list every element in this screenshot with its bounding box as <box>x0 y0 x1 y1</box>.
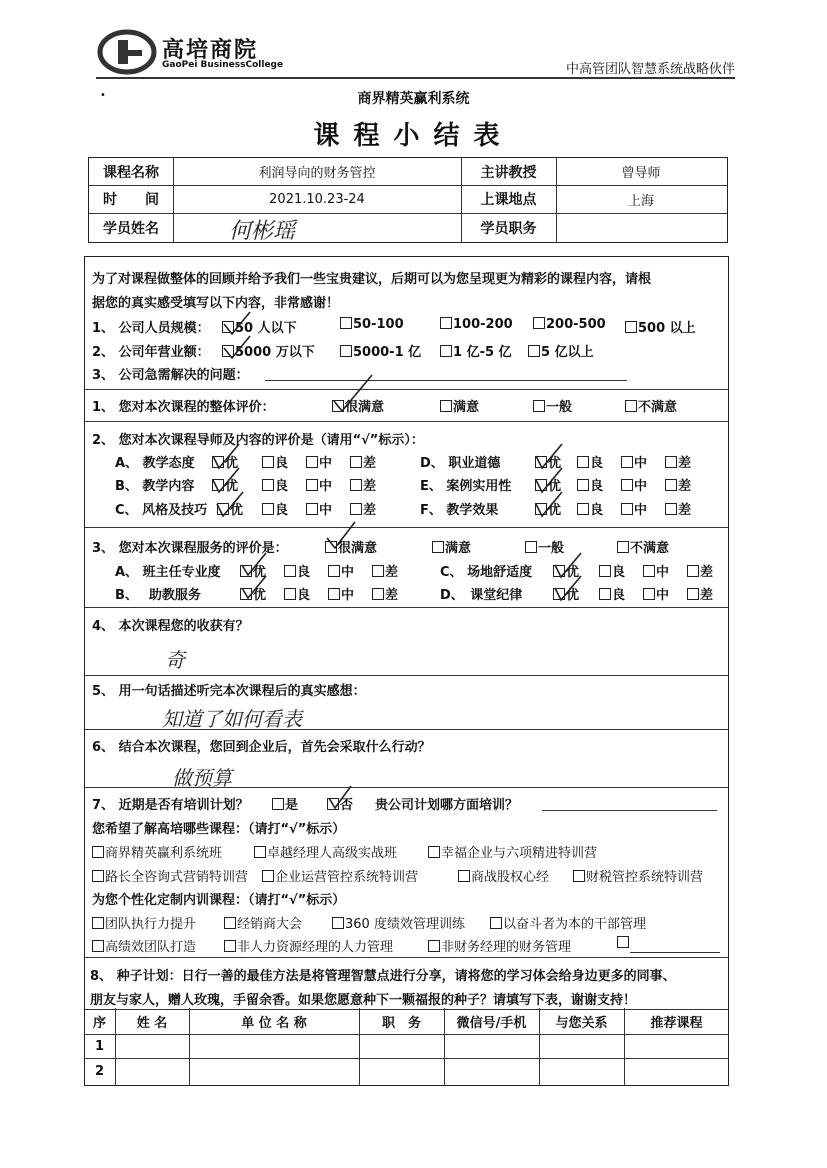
ref-row-1-no: 1 <box>94 1038 105 1054</box>
grade-b-fair[interactable]: 中 <box>306 475 332 494</box>
instructor-item-d: D、 职业道德 <box>420 456 501 471</box>
q7-plan-label: 贵公司计划哪方面培训？ <box>375 798 519 813</box>
q5-answer[interactable]: 知道了如何看表 <box>162 707 302 731</box>
q7-no[interactable]: 否 <box>327 794 353 813</box>
q7-label: 7、 近期是否有培训计划？ <box>92 798 249 813</box>
q1-option-2[interactable]: 50-100 <box>340 317 404 332</box>
grade-f-good[interactable]: 良 <box>577 499 603 518</box>
lecturer-label: 主讲教授 <box>480 164 537 181</box>
doc-title: 课程小结表 <box>313 121 514 151</box>
gaopei-logo-icon <box>98 30 156 74</box>
grade-c-poor[interactable]: 差 <box>350 499 376 518</box>
course-name-value: 利润导向的财务管控 <box>258 166 376 181</box>
q2-option-3[interactable]: 1 亿-5 亿 <box>440 341 512 360</box>
custom-option[interactable]: 360 度绩效管理训练 <box>332 913 465 932</box>
checkbox[interactable] <box>528 345 540 357</box>
q1-option-1[interactable]: 50 人以下 <box>222 317 297 336</box>
intro-line-1: 为了对课程做整体的回顾并给予我们一些宝贵建议，后期可以为您呈现更为精彩的课程内容，请根 <box>92 272 652 287</box>
service-d-poor[interactable]: 差 <box>687 584 713 603</box>
course-option[interactable]: 企业运营管控系统特训营 <box>262 866 418 885</box>
checkbox[interactable] <box>625 400 637 412</box>
position-value[interactable] <box>556 213 726 242</box>
grade-c-fair[interactable]: 中 <box>306 499 332 518</box>
grade-e-excellent[interactable]: 优 <box>535 475 561 494</box>
ref-header-relation: 与您关系 <box>555 1015 608 1031</box>
q2-label: 2、 公司年营业额： <box>92 345 210 360</box>
custom-option[interactable]: 高绩效团队打造 <box>92 936 196 955</box>
grade-c-good[interactable]: 良 <box>262 499 288 518</box>
q4-answer[interactable]: 奇 <box>165 648 185 672</box>
instructor-item-b: B、 教学内容 <box>115 479 195 494</box>
header-divider <box>96 77 735 79</box>
course-name-label: 课程名称 <box>103 164 159 181</box>
student-name-handwritten[interactable]: 何彬瑶 <box>229 219 296 244</box>
checkbox[interactable] <box>440 345 452 357</box>
grade-a-fair[interactable]: 中 <box>306 452 332 471</box>
checkbox[interactable] <box>533 317 545 329</box>
check-mark-icon <box>534 490 564 518</box>
grade-d-good[interactable]: 良 <box>577 452 603 471</box>
location-label: 上课地点 <box>480 192 537 208</box>
position-label: 学员职务 <box>480 220 537 237</box>
info-table <box>88 157 728 243</box>
grade-d-fair[interactable]: 中 <box>621 452 647 471</box>
check-mark-icon <box>215 490 245 518</box>
custom-option[interactable]: 非财务经理的财务管理 <box>428 936 571 955</box>
custom-option[interactable]: 团队执行力提升 <box>92 913 196 932</box>
course-option[interactable]: 幸福企业与六项精进特训营 <box>428 842 597 861</box>
grade-e-fair[interactable]: 中 <box>621 475 647 494</box>
course-option[interactable]: 路长全咨询式营销特训营 <box>92 866 248 885</box>
checkbox[interactable] <box>533 400 545 412</box>
service-b-fair[interactable]: 中 <box>328 584 354 603</box>
check-mark-icon <box>553 574 583 602</box>
check-mark-icon <box>327 784 353 810</box>
grade-b-excellent[interactable]: 优 <box>212 475 238 494</box>
grade-f-fair[interactable]: 中 <box>621 499 647 518</box>
service-b-poor[interactable]: 差 <box>372 584 398 603</box>
doc-subtitle: 商界精英赢利系统 <box>357 91 470 107</box>
service-a-fair[interactable]: 中 <box>328 561 354 580</box>
q3-label: 3、 公司急需解决的问题： <box>92 368 249 383</box>
referral-table <box>84 1008 729 1086</box>
time-label: 时 间 <box>103 192 159 208</box>
ref-header-no: 序 <box>92 1015 106 1031</box>
check-mark-icon <box>240 574 268 600</box>
checkbox[interactable] <box>440 400 452 412</box>
grade-f-poor[interactable]: 差 <box>665 499 691 518</box>
course-option[interactable]: 财税管控系统特训营 <box>573 866 703 885</box>
service-option-4[interactable]: 不满意 <box>617 537 669 556</box>
q5-label: 5、 用一句话描述听完本次课程后的真实感想： <box>92 684 366 699</box>
overall-option-3[interactable]: 一般 <box>533 396 572 415</box>
service-c-fair[interactable]: 中 <box>643 561 669 580</box>
grade-a-good[interactable]: 良 <box>262 452 288 471</box>
q8-line-2: 朋友与家人，赠人玫瑰，手留余香。如果您愿意种下一颗福报的种子？请填写下表，谢谢支持！ <box>90 993 637 1008</box>
course-option[interactable]: 商界精英赢利系统班 <box>92 842 222 861</box>
grade-b-poor[interactable]: 差 <box>350 475 376 494</box>
q7-yes[interactable]: 是 <box>272 794 298 813</box>
check-mark-icon <box>222 334 252 360</box>
logo-chinese: 高培商院 <box>162 38 259 63</box>
service-a-poor[interactable]: 差 <box>372 561 398 580</box>
overall-label: 1、 您对本次课程的整体评价： <box>92 400 275 415</box>
time-value: 2021.10.23-24 <box>269 191 365 207</box>
course-option[interactable]: 商战股权心经 <box>458 866 549 885</box>
course-option[interactable]: 卓越经理人高级实战班 <box>254 842 397 861</box>
service-b-good[interactable]: 良 <box>284 584 310 603</box>
check-mark-icon <box>332 373 374 413</box>
q2-option-1[interactable]: 5000 万以下 <box>222 341 315 360</box>
logo-english: GaoPei BusinessCollege <box>162 60 284 70</box>
check-mark-icon <box>325 520 357 550</box>
service-item-b: B、 助教服务 <box>115 588 201 603</box>
service-option-2[interactable]: 满意 <box>432 537 471 556</box>
service-d-excellent[interactable]: 优 <box>553 584 579 603</box>
lecturer-value: 曾导师 <box>621 166 661 181</box>
service-d-fair[interactable]: 中 <box>643 584 669 603</box>
ref-header-position: 职 务 <box>381 1015 421 1031</box>
custom-option[interactable]: 以奋斗者为本的干部管理 <box>490 913 646 932</box>
service-item-d: D、 课堂纪律 <box>440 588 523 603</box>
q2-option-4[interactable]: 5 亿以上 <box>528 341 594 360</box>
ref-header-course: 推荐课程 <box>650 1015 703 1031</box>
service-c-good[interactable]: 良 <box>599 561 625 580</box>
custom-option[interactable]: 非人力资源经理的人力管理 <box>224 936 393 955</box>
grade-f-excellent[interactable]: 优 <box>535 499 561 518</box>
q6-label: 6、 结合本次课程，您回到企业后，首先会采取什么行动？ <box>92 740 431 755</box>
custom-label: 为您个性化定制内训课程：（请打“√”标示） <box>92 893 346 908</box>
q4-label: 4、 本次课程您的收获有？ <box>92 619 249 634</box>
q1-option-5[interactable]: 500 以上 <box>625 317 696 336</box>
custom-option-other[interactable] <box>617 936 630 951</box>
q7-courses-label: 您希望了解高培哪些课程：（请打“√”标示） <box>92 822 346 837</box>
intro-line-2: 据您的真实感受填写以下内容，非常感谢！ <box>92 296 340 311</box>
q1-option-3[interactable]: 100-200 <box>440 317 513 332</box>
location-value: 上海 <box>627 193 654 209</box>
service-item-a: A、 班主任专业度 <box>115 565 221 580</box>
grade-c-excellent[interactable]: 优 <box>217 499 243 518</box>
instructor-item-e: E、 案例实用性 <box>420 479 512 494</box>
service-c-poor[interactable]: 差 <box>687 561 713 580</box>
grade-e-good[interactable]: 良 <box>577 475 603 494</box>
service-label: 3、 您对本次课程服务的评价是： <box>92 541 288 556</box>
ref-header-name: 姓 名 <box>136 1015 168 1031</box>
grade-a-poor[interactable]: 差 <box>350 452 376 471</box>
grade-e-poor[interactable]: 差 <box>665 475 691 494</box>
q8-line-1: 8、 种子计划：日行一善的最佳方法是将管理智慧点进行分享，请将您的学习体会给身边更多的同事、 <box>90 969 676 984</box>
custom-option[interactable]: 经销商大会 <box>224 913 302 932</box>
grade-a-excellent[interactable]: 优 <box>212 452 238 471</box>
grade-d-excellent[interactable]: 优 <box>535 452 561 471</box>
overall-option-1[interactable]: 很满意 <box>332 396 384 415</box>
ref-header-company: 单 位 名 称 <box>241 1015 307 1031</box>
overall-option-2[interactable]: 满意 <box>440 396 479 415</box>
instructor-item-c: C、 风格及技巧 <box>115 503 208 518</box>
service-a-excellent[interactable]: 优 <box>240 561 266 580</box>
q6-answer[interactable]: 做预算 <box>172 766 232 790</box>
ref-row-2-no: 2 <box>94 1063 105 1079</box>
service-a-good[interactable]: 良 <box>284 561 310 580</box>
checkbox[interactable] <box>440 317 452 329</box>
ref-header-contact: 微信号/手机 <box>456 1015 527 1031</box>
service-c-excellent[interactable]: 优 <box>553 561 579 580</box>
q3-answer-line[interactable] <box>265 380 627 381</box>
checkbox[interactable] <box>340 345 352 357</box>
overall-option-4[interactable]: 不满意 <box>625 396 677 415</box>
grade-d-poor[interactable]: 差 <box>665 452 691 471</box>
q1-option-4[interactable]: 200-500 <box>533 317 606 332</box>
header-slogan: 中高管团队智慧系统战略伙伴 <box>565 62 735 77</box>
service-option-1[interactable]: 很满意 <box>325 537 377 556</box>
q2-option-2[interactable]: 5000-1 亿 <box>340 341 421 360</box>
instructor-item-f: F、 教学效果 <box>420 503 499 518</box>
q1-label: 1、 公司人员规模： <box>92 321 210 336</box>
checkbox[interactable] <box>340 317 352 329</box>
instructor-label: 2、 您对本次课程导师及内容的评价是（请用“√”标示）： <box>92 433 424 448</box>
service-b-excellent[interactable]: 优 <box>240 584 266 603</box>
student-label: 学员姓名 <box>103 220 159 237</box>
q7-plan-line[interactable] <box>542 810 717 811</box>
dot-mark: • <box>100 90 106 101</box>
check-mark-icon <box>222 310 252 336</box>
service-option-3[interactable]: 一般 <box>525 537 564 556</box>
service-item-c: C、 场地舒适度 <box>440 565 533 580</box>
custom-other-line[interactable] <box>630 952 720 953</box>
checkbox[interactable] <box>625 321 637 333</box>
instructor-item-a: A、 教学态度 <box>115 456 195 471</box>
service-d-good[interactable]: 良 <box>599 584 625 603</box>
grade-b-good[interactable]: 良 <box>262 475 288 494</box>
